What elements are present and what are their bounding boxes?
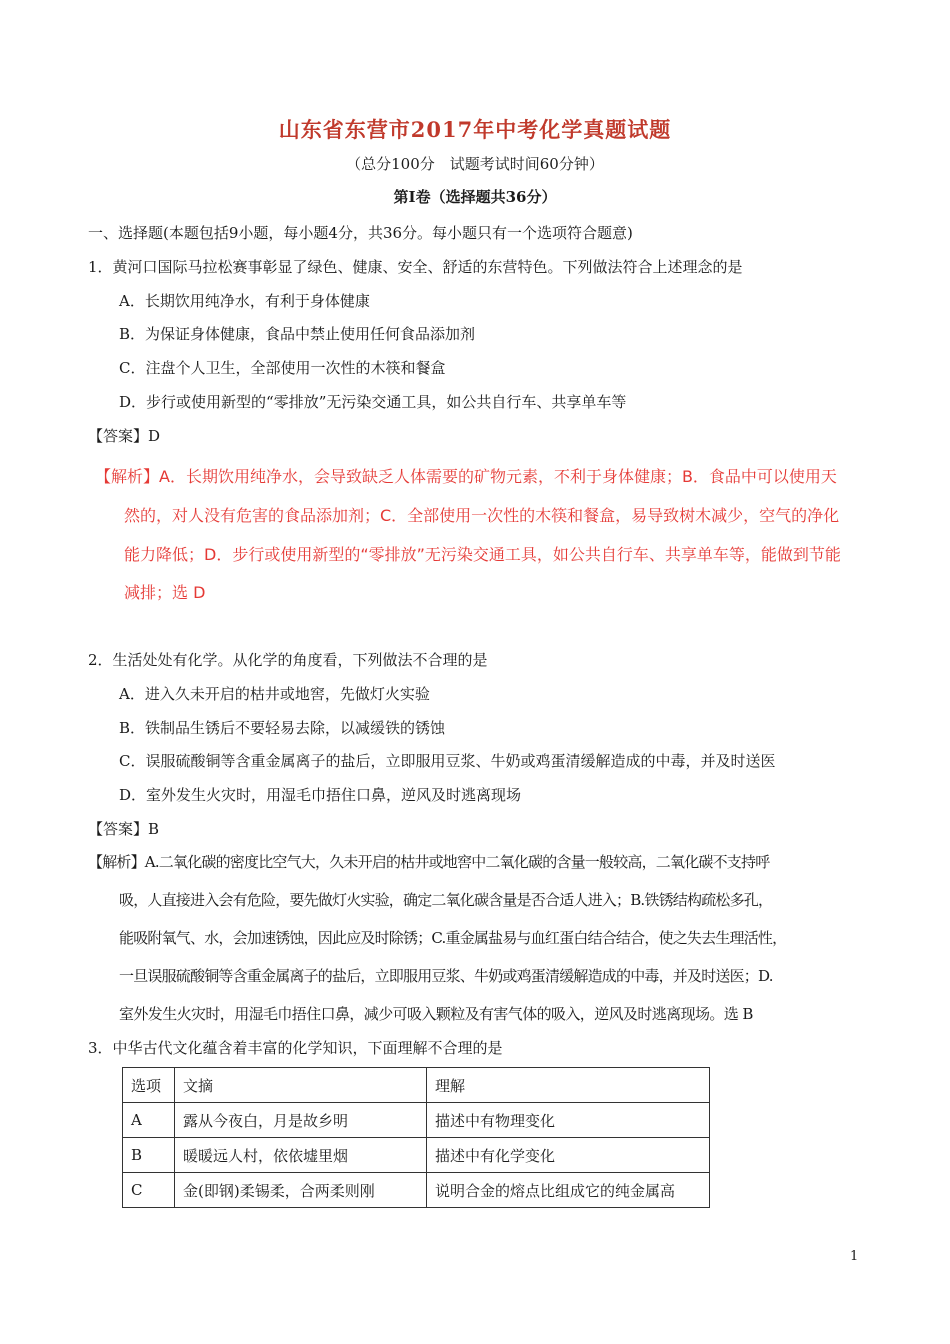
question-1-answer: 【答案】D: [88, 427, 161, 445]
table-header-cell: 理解: [427, 1068, 710, 1103]
question-2-explanation-line: 一旦误服硫酸铜等含重金属离子的盐后，立即服用豆浆、牛奶或鸡蛋清缓解造成的中毒，并及时送医；D.: [119, 967, 773, 985]
section-instruction: 一、选择题(本题包括9小题，每小题4分，共36分。每小题只有一个选项符合题意): [88, 224, 633, 242]
table-cell: C: [123, 1173, 175, 1208]
question-1-explanation-line: 减排；选 D: [124, 583, 206, 602]
question-2-option-d: D．室外发生火灾时，用湿毛巾捂住口鼻，逆风及时逃离现场: [119, 786, 522, 804]
table-row: [123, 1103, 710, 1138]
question-3-stem: 3．中华古代文化蕴含着丰富的化学知识，下面理解不合理的是: [88, 1039, 503, 1057]
question-1-option-b: B．为保证身体健康，食品中禁止使用任何食品添加剂: [119, 325, 476, 343]
table-header-cell: 选项: [123, 1068, 175, 1103]
question-3-table: [122, 1067, 710, 1208]
table-row: [123, 1138, 710, 1173]
table-cell: 露从今夜白，月是故乡明: [175, 1103, 427, 1138]
question-2-stem: 2．生活处处有化学。从化学的角度看，下列做法不合理的是: [88, 651, 488, 669]
question-2-explanation-line: 能吸附氧气、水，会加速锈蚀，因此应及时除锈；C.重金属盐易与血红蛋白结合结合，使之失去生理活性，: [119, 929, 787, 947]
question-2-option-b: B．铁制品生锈后不要轻易去除，以减缓铁的锈蚀: [119, 719, 446, 737]
table-cell: 描述中有物理变化: [427, 1103, 710, 1138]
table-cell: 说明合金的熔点比组成它的纯金属高: [427, 1173, 710, 1208]
question-1-explanation-line: 【解析】A．长期饮用纯净水，会导致缺乏人体需要的矿物元素，不利于身体健康；B．食品中可以使用天: [95, 467, 837, 486]
question-1-option-a: A．长期饮用纯净水，有利于身体健康: [119, 292, 370, 310]
exam-info: （总分100分 试题考试时间60分钟）: [346, 155, 604, 173]
question-2-answer: 【答案】B: [88, 820, 160, 838]
question-2-option-a: A．进入久未开启的枯井或地窖，先做灯火实验: [119, 685, 430, 703]
table-cell: 暖暖远人村，依依墟里烟: [175, 1138, 427, 1173]
question-2-explanation-line: 【解析】A.二氧化碳的密度比空气大，久未开启的枯井或地窖中二氧化碳的含量一般较高，二氧化碳不支持呼: [88, 853, 770, 871]
question-1-explanation-line: 然的，对人没有危害的食品添加剂；C．全部使用一次性的木筷和餐盒，易导致树木减少，空气的净化: [124, 506, 840, 525]
table-row: [123, 1173, 710, 1208]
table-cell: B: [123, 1138, 175, 1173]
question-1-option-c: C．注盘个人卫生，全部使用一次性的木筷和餐盒: [119, 359, 446, 377]
page-number: 1: [850, 1249, 859, 1264]
page-title: 山东省东营市2017年中考化学真题试题: [278, 117, 672, 142]
table-cell: 金(即钢)柔锡柔，合两柔则刚: [175, 1173, 427, 1208]
question-1-explanation-line: 能力降低；D．步行或使用新型的“零排放”无污染交通工具，如公共自行车、共享单车等，能做到节能: [124, 545, 841, 564]
table-header-row: [123, 1068, 710, 1103]
question-2-option-c: C．误服硫酸铜等含重金属离子的盐后，立即服用豆浆、牛奶或鸡蛋清缓解造成的中毒，并及时送医: [119, 752, 776, 770]
section-heading: 第Ⅰ卷（选择题共36分）: [393, 188, 557, 206]
table-cell: A: [123, 1103, 175, 1138]
question-2-explanation-line: 室外发生火灾时，用湿毛巾捂住口鼻，减少可吸入颗粒及有害气体的吸入，逆风及时逃离现场。选 B: [119, 1005, 753, 1023]
table-cell: 描述中有化学变化: [427, 1138, 710, 1173]
question-1-option-d: D．步行或使用新型的“零排放”无污染交通工具，如公共自行车、共享单车等: [119, 393, 627, 411]
question-2-explanation-line: 吸，人直接进入会有危险，要先做灯火实验，确定二氧化碳含量是否合适人进入；B.铁锈结构疏松多孔，: [119, 891, 773, 909]
question-1-stem: 1．黄河口国际马拉松赛事彰显了绿色、健康、安全、舒适的东营特色。下列做法符合上述理念的是: [88, 258, 743, 276]
table-header-cell: 文摘: [175, 1068, 427, 1103]
